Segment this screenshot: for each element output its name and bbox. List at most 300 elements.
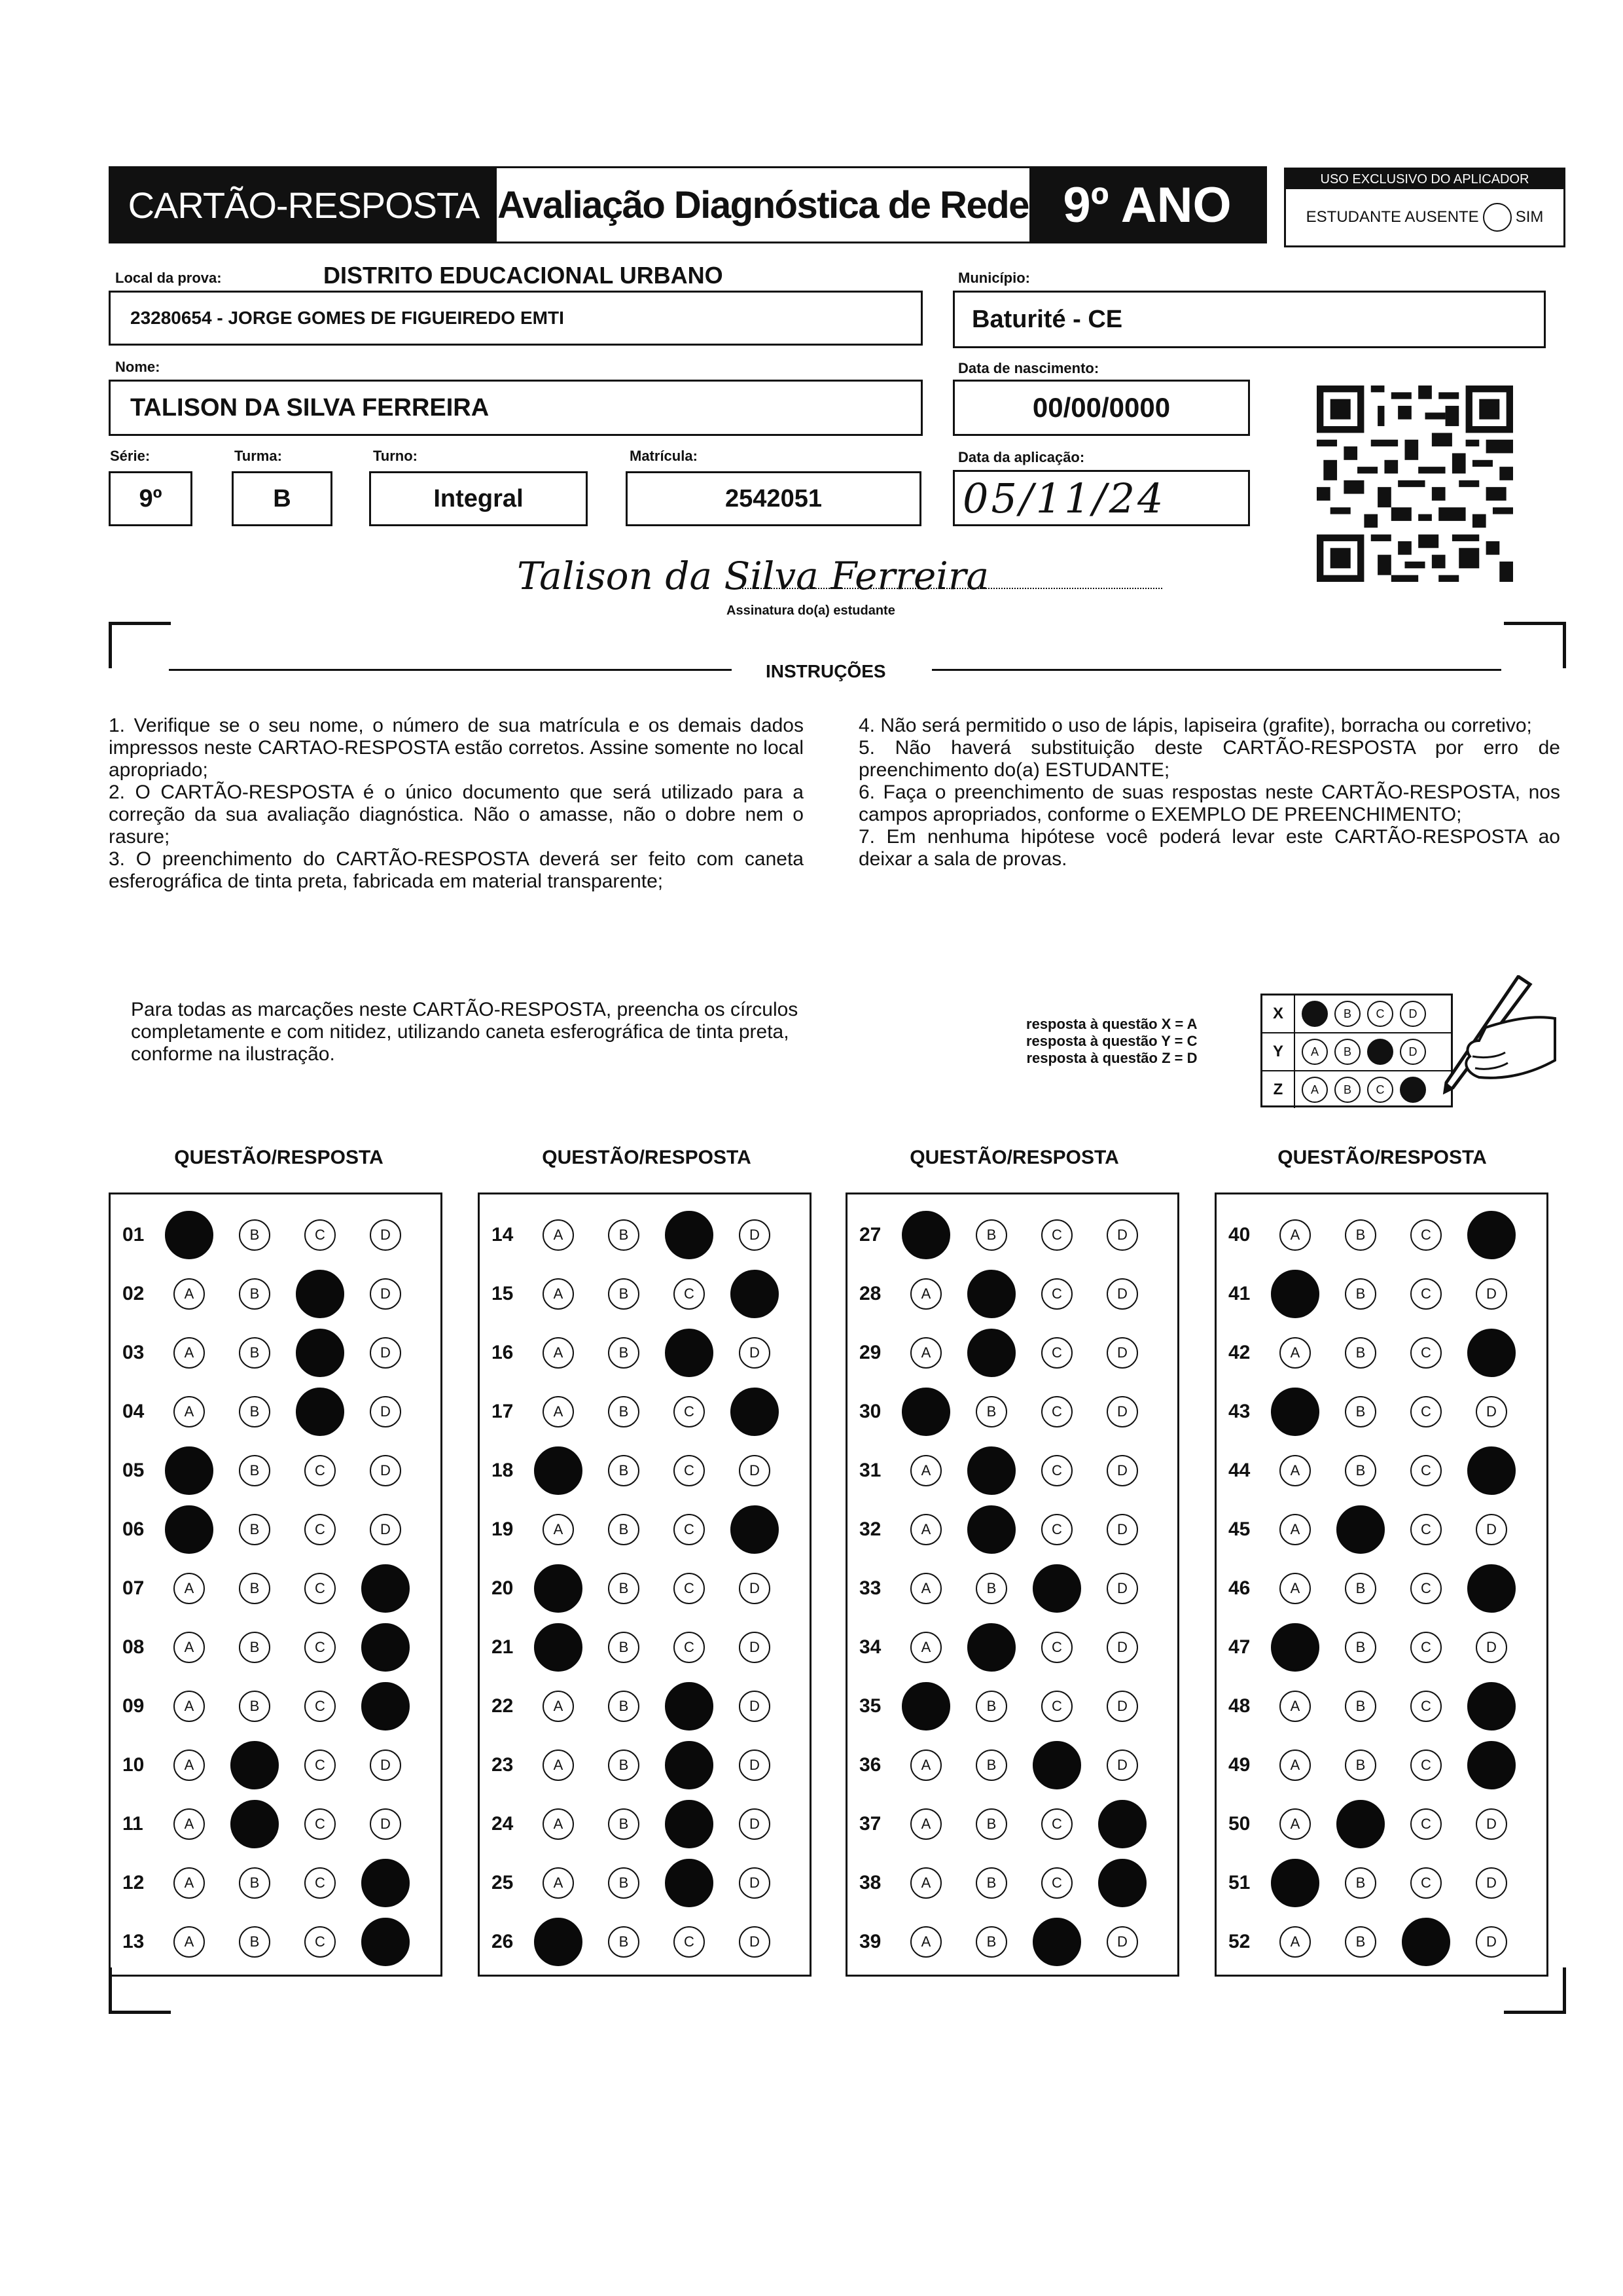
- answer-bubble-filled[interactable]: [1033, 1918, 1081, 1966]
- answer-bubble[interactable]: [1345, 1219, 1376, 1251]
- bubble-letter: B: [1355, 1403, 1366, 1420]
- answer-bubble[interactable]: [608, 1926, 639, 1958]
- answer-bubble-filled[interactable]: [665, 1859, 713, 1907]
- corner-mark-bottom-left: [109, 1967, 171, 2014]
- answer-bubble[interactable]: [370, 1808, 401, 1840]
- answer-bubble-filled[interactable]: [534, 1446, 582, 1495]
- answer-bubble[interactable]: [370, 1514, 401, 1545]
- answer-bubble-filled[interactable]: [967, 1505, 1016, 1554]
- question-number: 29: [859, 1342, 882, 1363]
- absent-bubble[interactable]: [1483, 203, 1512, 232]
- answer-bubble[interactable]: [543, 1514, 574, 1545]
- answer-bubble[interactable]: [976, 1396, 1007, 1427]
- bubble-letter: A: [184, 1639, 194, 1655]
- answer-bubble[interactable]: [1345, 1926, 1376, 1958]
- bubble-letter: C: [1052, 1874, 1062, 1891]
- bubble-letter: B: [249, 1462, 260, 1479]
- question-number: 47: [1228, 1636, 1251, 1658]
- answer-bubble[interactable]: [1345, 1867, 1376, 1899]
- answer-bubble-filled[interactable]: [967, 1623, 1016, 1672]
- answer-bubble[interactable]: [1345, 1749, 1376, 1781]
- answer-bubble[interactable]: [1345, 1396, 1376, 1427]
- answer-bubble-filled[interactable]: [296, 1270, 344, 1318]
- question-number: 06: [122, 1518, 145, 1540]
- answer-bubble[interactable]: [1279, 1455, 1311, 1486]
- answer-bubble[interactable]: [1410, 1691, 1442, 1722]
- answer-bubble-filled[interactable]: [902, 1211, 950, 1259]
- answer-bubble[interactable]: [543, 1808, 574, 1840]
- answer-bubble[interactable]: [976, 1808, 1007, 1840]
- answer-bubble[interactable]: [173, 1396, 205, 1427]
- answer-bubble[interactable]: [608, 1867, 639, 1899]
- bubble-letter: B: [986, 1580, 997, 1596]
- answer-bubble-filled[interactable]: [730, 1270, 779, 1318]
- answer-bubble[interactable]: [976, 1749, 1007, 1781]
- answer-bubble[interactable]: [976, 1219, 1007, 1251]
- answer-bubble[interactable]: [608, 1337, 639, 1369]
- answer-bubble[interactable]: [1345, 1632, 1376, 1663]
- answer-bubble[interactable]: [1410, 1337, 1442, 1369]
- answer-bubble[interactable]: [304, 1691, 336, 1722]
- answer-bubble-filled[interactable]: [534, 1918, 582, 1966]
- answer-bubble[interactable]: [173, 1691, 205, 1722]
- bubble-letter: D: [1486, 1403, 1497, 1420]
- question-number: 07: [122, 1577, 145, 1599]
- answer-bubble[interactable]: [304, 1749, 336, 1781]
- answer-bubble[interactable]: [1345, 1278, 1376, 1310]
- answer-bubble[interactable]: [543, 1691, 574, 1722]
- answer-bubble[interactable]: [1345, 1691, 1376, 1722]
- answer-bubble[interactable]: [543, 1278, 574, 1310]
- answer-bubble[interactable]: [673, 1396, 705, 1427]
- bubble-letter: A: [1290, 1698, 1300, 1714]
- bubble-letter: C: [315, 1521, 325, 1537]
- answer-bubble[interactable]: [543, 1337, 574, 1369]
- answer-bubble[interactable]: [1041, 1514, 1073, 1545]
- answer-column: [1215, 1193, 1548, 1977]
- answer-bubble[interactable]: [239, 1219, 270, 1251]
- answer-bubble[interactable]: [1279, 1514, 1311, 1545]
- answer-bubble-filled[interactable]: [296, 1329, 344, 1377]
- answer-bubble[interactable]: [239, 1573, 270, 1604]
- answer-bubble-filled[interactable]: [1336, 1505, 1385, 1554]
- answer-bubble[interactable]: [239, 1926, 270, 1958]
- nome-label: Nome:: [115, 359, 160, 375]
- answer-bubble[interactable]: [543, 1396, 574, 1427]
- answer-bubble[interactable]: [239, 1396, 270, 1427]
- answer-bubble-filled[interactable]: [361, 1859, 410, 1907]
- answer-bubble[interactable]: [739, 1573, 770, 1604]
- answer-bubble[interactable]: [1107, 1749, 1138, 1781]
- answer-bubble[interactable]: [1476, 1514, 1507, 1545]
- bubble-letter: D: [380, 1462, 391, 1479]
- answer-bubble[interactable]: [1476, 1926, 1507, 1958]
- answer-bubble[interactable]: [239, 1455, 270, 1486]
- answer-bubble-filled[interactable]: [361, 1682, 410, 1731]
- question-number: 25: [491, 1872, 514, 1893]
- answer-bubble[interactable]: [1041, 1337, 1073, 1369]
- answer-bubble[interactable]: [608, 1219, 639, 1251]
- answer-bubble[interactable]: [370, 1455, 401, 1486]
- answer-bubble[interactable]: [910, 1455, 942, 1486]
- column-title: QUESTÃO/RESPOSTA: [910, 1147, 1119, 1168]
- question-number: 09: [122, 1695, 145, 1717]
- answer-bubble-filled[interactable]: [1098, 1800, 1147, 1848]
- answer-row: [480, 1327, 810, 1379]
- answer-bubble-filled[interactable]: [1098, 1859, 1147, 1907]
- column-title: QUESTÃO/RESPOSTA: [1277, 1147, 1487, 1168]
- answer-bubble[interactable]: [976, 1691, 1007, 1722]
- answer-bubble[interactable]: [1041, 1808, 1073, 1840]
- answer-bubble[interactable]: [673, 1278, 705, 1310]
- answer-bubble-filled[interactable]: [1467, 1446, 1516, 1495]
- example-bubble: C: [1367, 1077, 1393, 1103]
- answer-bubble[interactable]: [608, 1691, 639, 1722]
- answer-bubble[interactable]: [739, 1632, 770, 1663]
- answer-row: [847, 1503, 1177, 1556]
- answer-bubble-filled[interactable]: [730, 1505, 779, 1554]
- answer-bubble[interactable]: [608, 1278, 639, 1310]
- bubble-letter: A: [921, 1462, 931, 1479]
- answer-bubble-filled[interactable]: [665, 1741, 713, 1789]
- answer-bubble[interactable]: [173, 1337, 205, 1369]
- answer-bubble[interactable]: [1279, 1749, 1311, 1781]
- answer-bubble[interactable]: [543, 1219, 574, 1251]
- answer-bubble[interactable]: [1410, 1573, 1442, 1604]
- answer-bubble-filled[interactable]: [230, 1741, 279, 1789]
- bubble-letter: C: [1421, 1639, 1431, 1655]
- answer-bubble-filled[interactable]: [361, 1564, 410, 1613]
- answer-bubble[interactable]: [608, 1396, 639, 1427]
- question-number: 22: [491, 1695, 514, 1717]
- answer-bubble-filled[interactable]: [1271, 1388, 1319, 1436]
- answer-bubble-filled[interactable]: [296, 1388, 344, 1436]
- answer-bubble[interactable]: [304, 1514, 336, 1545]
- answer-bubble-filled[interactable]: [1467, 1329, 1516, 1377]
- bubble-letter: D: [1117, 1698, 1128, 1714]
- instruction-item: 5. Não haverá substituição deste CARTÃO-RESPOSTA por erro de preenchimento do(a) ESTUDANTE;: [859, 737, 1560, 781]
- answer-bubble[interactable]: [543, 1867, 574, 1899]
- answer-row: [480, 1268, 810, 1320]
- answer-bubble[interactable]: [304, 1632, 336, 1663]
- answer-bubble[interactable]: [173, 1867, 205, 1899]
- question-number: 04: [122, 1401, 145, 1422]
- instructions-rule-left: [169, 669, 732, 671]
- bubble-letter: C: [684, 1933, 694, 1950]
- question-number: 24: [491, 1813, 514, 1835]
- example-key: Z: [1262, 1071, 1295, 1108]
- answer-bubble[interactable]: [1107, 1691, 1138, 1722]
- answer-bubble-filled[interactable]: [665, 1682, 713, 1731]
- question-number: 50: [1228, 1813, 1251, 1835]
- answer-bubble[interactable]: [1107, 1926, 1138, 1958]
- answer-bubble-filled[interactable]: [967, 1329, 1016, 1377]
- answer-bubble[interactable]: [1041, 1219, 1073, 1251]
- answer-row: [480, 1680, 810, 1732]
- bubble-letter: C: [1421, 1816, 1431, 1832]
- answer-bubble[interactable]: [608, 1514, 639, 1545]
- example-bubble-filled: [1367, 1039, 1393, 1065]
- answer-bubble-filled[interactable]: [665, 1800, 713, 1848]
- answer-bubble[interactable]: [304, 1808, 336, 1840]
- answer-bubble[interactable]: [304, 1455, 336, 1486]
- bubble-letter: A: [1290, 1521, 1300, 1537]
- answer-bubble[interactable]: [370, 1396, 401, 1427]
- answer-bubble-filled[interactable]: [1033, 1564, 1081, 1613]
- bubble-letter: C: [315, 1639, 325, 1655]
- answer-bubble[interactable]: [910, 1808, 942, 1840]
- answer-bubble-filled[interactable]: [902, 1682, 950, 1731]
- bubble-letter: C: [1052, 1816, 1062, 1832]
- turma-field: B: [232, 471, 332, 526]
- answer-bubble-filled[interactable]: [1467, 1741, 1516, 1789]
- answer-bubble[interactable]: [910, 1278, 942, 1310]
- answer-bubble[interactable]: [304, 1573, 336, 1604]
- answer-bubble[interactable]: [739, 1808, 770, 1840]
- answer-bubble[interactable]: [976, 1867, 1007, 1899]
- answer-bubble[interactable]: [173, 1632, 205, 1663]
- question-number: 08: [122, 1636, 145, 1658]
- answer-bubble[interactable]: [673, 1573, 705, 1604]
- answer-bubble[interactable]: [1107, 1396, 1138, 1427]
- answer-bubble[interactable]: [608, 1808, 639, 1840]
- answer-bubble-filled[interactable]: [165, 1505, 213, 1554]
- answer-bubble[interactable]: [173, 1278, 205, 1310]
- answer-bubble-filled[interactable]: [165, 1211, 213, 1259]
- bubble-letter: B: [618, 1757, 629, 1773]
- answer-bubble-filled[interactable]: [1271, 1270, 1319, 1318]
- bubble-letter: D: [749, 1227, 760, 1243]
- answer-bubble[interactable]: [1476, 1396, 1507, 1427]
- answer-bubble[interactable]: [739, 1926, 770, 1958]
- answer-bubble[interactable]: [1041, 1632, 1073, 1663]
- answer-bubble[interactable]: [1476, 1632, 1507, 1663]
- answer-bubble[interactable]: [1410, 1632, 1442, 1663]
- answer-bubble[interactable]: [1410, 1278, 1442, 1310]
- answer-bubble[interactable]: [608, 1632, 639, 1663]
- answer-bubble[interactable]: [239, 1867, 270, 1899]
- answer-bubble[interactable]: [239, 1337, 270, 1369]
- answer-bubble[interactable]: [739, 1867, 770, 1899]
- question-number: 10: [122, 1754, 145, 1776]
- turno-field: Integral: [369, 471, 588, 526]
- bubble-letter: C: [684, 1285, 694, 1302]
- answer-bubble[interactable]: [1345, 1573, 1376, 1604]
- answer-bubble[interactable]: [910, 1926, 942, 1958]
- answer-bubble[interactable]: [1041, 1455, 1073, 1486]
- answer-bubble[interactable]: [370, 1337, 401, 1369]
- bubble-letter: D: [1117, 1227, 1128, 1243]
- bubble-letter: D: [749, 1816, 760, 1832]
- answer-bubble[interactable]: [1279, 1691, 1311, 1722]
- answer-bubble[interactable]: [1476, 1808, 1507, 1840]
- answer-bubble[interactable]: [1345, 1455, 1376, 1486]
- answer-bubble[interactable]: [239, 1278, 270, 1310]
- answer-bubble-filled[interactable]: [1033, 1741, 1081, 1789]
- answer-row: [111, 1268, 440, 1320]
- answer-bubble[interactable]: [739, 1455, 770, 1486]
- aplic-field: 05/11/24: [953, 470, 1250, 526]
- exam-title: Avaliação Diagnóstica de Rede: [497, 168, 1029, 242]
- answer-bubble[interactable]: [1410, 1219, 1442, 1251]
- answer-bubble[interactable]: [1410, 1514, 1442, 1545]
- answer-bubble[interactable]: [1410, 1396, 1442, 1427]
- answer-bubble-filled[interactable]: [665, 1329, 713, 1377]
- question-number: 38: [859, 1872, 882, 1893]
- answer-bubble[interactable]: [543, 1749, 574, 1781]
- answer-bubble[interactable]: [910, 1573, 942, 1604]
- turno-label: Turno:: [373, 448, 418, 464]
- answer-row: [111, 1857, 440, 1909]
- answer-bubble[interactable]: [1476, 1278, 1507, 1310]
- bubble-letter: A: [553, 1874, 563, 1891]
- bubble-letter: D: [1486, 1285, 1497, 1302]
- instruction-item: 3. O preenchimento do CARTÃO-RESPOSTA deverá ser feito com caneta esferográfica de tinta preta, fabricada em material transparente;: [109, 848, 804, 892]
- answer-bubble[interactable]: [1041, 1867, 1073, 1899]
- answer-bubble[interactable]: [739, 1219, 770, 1251]
- answer-bubble-filled[interactable]: [730, 1388, 779, 1436]
- answer-bubble[interactable]: [1041, 1396, 1073, 1427]
- answer-bubble[interactable]: [910, 1514, 942, 1545]
- bubble-letter: C: [1421, 1757, 1431, 1773]
- bubble-letter: B: [986, 1816, 997, 1832]
- answer-bubble[interactable]: [370, 1278, 401, 1310]
- answer-bubble[interactable]: [1279, 1926, 1311, 1958]
- answer-bubble[interactable]: [1107, 1278, 1138, 1310]
- answer-bubble[interactable]: [1279, 1808, 1311, 1840]
- answer-bubble[interactable]: [1107, 1219, 1138, 1251]
- answer-bubble-filled[interactable]: [361, 1918, 410, 1966]
- bubble-letter: C: [1421, 1521, 1431, 1537]
- answer-bubble[interactable]: [608, 1455, 639, 1486]
- answer-row: [1217, 1327, 1546, 1379]
- answer-bubble[interactable]: [1279, 1573, 1311, 1604]
- answer-bubble[interactable]: [304, 1867, 336, 1899]
- answer-bubble[interactable]: [1410, 1455, 1442, 1486]
- question-number: 23: [491, 1754, 514, 1776]
- answer-bubble-filled[interactable]: [1467, 1211, 1516, 1259]
- bubble-letter: B: [986, 1698, 997, 1714]
- answer-bubble[interactable]: [910, 1632, 942, 1663]
- bubble-letter: B: [618, 1933, 629, 1950]
- instructions-left: [109, 715, 804, 893]
- answer-bubble[interactable]: [739, 1691, 770, 1722]
- absent-box: [1284, 168, 1565, 247]
- answer-bubble[interactable]: [1107, 1455, 1138, 1486]
- answer-bubble[interactable]: [1279, 1337, 1311, 1369]
- answer-bubble[interactable]: [173, 1749, 205, 1781]
- answer-bubble[interactable]: [173, 1808, 205, 1840]
- answer-bubble[interactable]: [1107, 1514, 1138, 1545]
- answer-bubble[interactable]: [673, 1926, 705, 1958]
- bubble-letter: D: [1117, 1639, 1128, 1655]
- answer-bubble[interactable]: [673, 1514, 705, 1545]
- bubble-letter: B: [1355, 1874, 1366, 1891]
- answer-bubble-filled[interactable]: [1271, 1623, 1319, 1672]
- answer-row: [1217, 1209, 1546, 1261]
- answer-bubble[interactable]: [739, 1337, 770, 1369]
- answer-bubble[interactable]: [1410, 1808, 1442, 1840]
- answer-bubble[interactable]: [370, 1749, 401, 1781]
- answer-row: [111, 1680, 440, 1732]
- answer-bubble[interactable]: [1345, 1337, 1376, 1369]
- answer-bubble[interactable]: [976, 1573, 1007, 1604]
- answer-bubble[interactable]: [304, 1926, 336, 1958]
- bubble-letter: D: [1117, 1521, 1128, 1537]
- answer-row: [480, 1503, 810, 1556]
- answer-bubble-filled[interactable]: [165, 1446, 213, 1495]
- bubble-letter: C: [1421, 1462, 1431, 1479]
- answer-bubble-filled[interactable]: [1336, 1800, 1385, 1848]
- answer-bubble[interactable]: [1041, 1278, 1073, 1310]
- answer-bubble-filled[interactable]: [534, 1623, 582, 1672]
- bubble-letter: D: [380, 1816, 391, 1832]
- answer-bubble[interactable]: [370, 1219, 401, 1251]
- answer-bubble[interactable]: [910, 1749, 942, 1781]
- answer-bubble-filled[interactable]: [665, 1211, 713, 1259]
- answer-bubble-filled[interactable]: [1271, 1859, 1319, 1907]
- answer-bubble[interactable]: [173, 1573, 205, 1604]
- answer-bubble[interactable]: [1107, 1573, 1138, 1604]
- bubble-letter: B: [618, 1403, 629, 1420]
- answer-bubble-filled[interactable]: [230, 1800, 279, 1848]
- answer-bubble[interactable]: [1107, 1337, 1138, 1369]
- bubble-letter: B: [249, 1874, 260, 1891]
- answer-bubble-filled[interactable]: [534, 1564, 582, 1613]
- matricula-label: Matrícula:: [630, 448, 698, 464]
- answer-bubble[interactable]: [239, 1514, 270, 1545]
- answer-bubble-filled[interactable]: [1467, 1682, 1516, 1731]
- answer-bubble[interactable]: [1410, 1749, 1442, 1781]
- answer-bubble-filled[interactable]: [1402, 1918, 1450, 1966]
- answer-bubble[interactable]: [239, 1691, 270, 1722]
- answer-bubble[interactable]: [1476, 1867, 1507, 1899]
- answer-bubble-filled[interactable]: [1467, 1564, 1516, 1613]
- bubble-letter: C: [684, 1639, 694, 1655]
- question-number: 15: [491, 1283, 514, 1304]
- answer-bubble[interactable]: [1041, 1691, 1073, 1722]
- answer-bubble[interactable]: [173, 1926, 205, 1958]
- answer-bubble[interactable]: [239, 1632, 270, 1663]
- example-bubble: B: [1334, 1077, 1361, 1103]
- answer-row: [847, 1739, 1177, 1791]
- corner-mark-bottom-right: [1504, 1967, 1566, 2014]
- instructions-right: [859, 715, 1560, 870]
- answer-bubble[interactable]: [1279, 1219, 1311, 1251]
- bubble-letter: D: [749, 1580, 760, 1596]
- answer-bubble[interactable]: [1107, 1632, 1138, 1663]
- answer-bubble[interactable]: [910, 1867, 942, 1899]
- answer-bubble[interactable]: [1410, 1867, 1442, 1899]
- answer-bubble[interactable]: [608, 1573, 639, 1604]
- answer-bubble[interactable]: [976, 1926, 1007, 1958]
- answer-bubble[interactable]: [673, 1632, 705, 1663]
- answer-bubble-filled[interactable]: [967, 1446, 1016, 1495]
- answer-bubble-filled[interactable]: [361, 1623, 410, 1672]
- bubble-letter: D: [380, 1285, 391, 1302]
- bubble-letter: C: [315, 1816, 325, 1832]
- bubble-letter: B: [986, 1403, 997, 1420]
- answer-bubble[interactable]: [673, 1455, 705, 1486]
- bubble-letter: D: [380, 1757, 391, 1773]
- answer-bubble[interactable]: [608, 1749, 639, 1781]
- question-number: 32: [859, 1518, 882, 1540]
- answer-bubble-filled[interactable]: [967, 1270, 1016, 1318]
- answer-bubble[interactable]: [739, 1749, 770, 1781]
- answer-bubble[interactable]: [910, 1337, 942, 1369]
- answer-bubble[interactable]: [304, 1219, 336, 1251]
- answer-bubble-filled[interactable]: [902, 1388, 950, 1436]
